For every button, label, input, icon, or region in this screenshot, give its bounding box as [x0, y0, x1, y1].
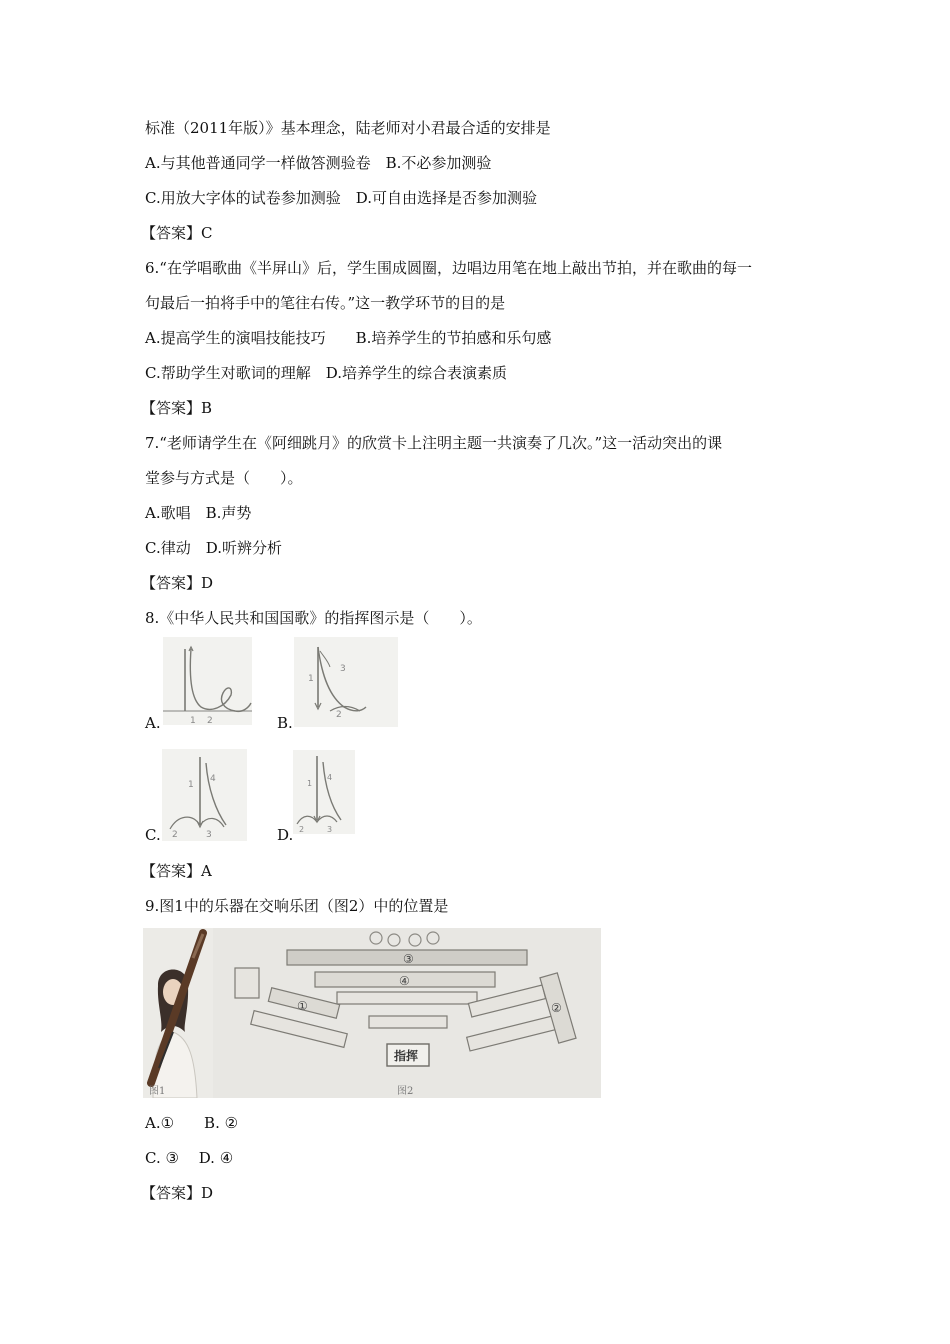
- q8-answer: 【答案】A: [141, 862, 212, 880]
- q9-stem: 9.图1中的乐器在交响乐团（图2）中的位置是: [145, 897, 449, 915]
- q8-d-beat-1: 1: [307, 779, 313, 788]
- q9-options-ab: A.① B. ②: [145, 1114, 239, 1132]
- q8-c-beat-1: 1: [188, 780, 194, 790]
- q9-figure: [143, 928, 601, 1098]
- q7-stem-line1: 7.“老师请学生在《阿细跳月》的欣赏卡上注明主题一共演奏了几次。”这一活动突出的课: [145, 434, 723, 452]
- q8-b-beat-1: 1: [308, 674, 314, 684]
- q9-mark-4: ④: [399, 974, 410, 988]
- q8-d-beat-2: 2: [299, 825, 305, 834]
- q8-option-c-figure: [162, 749, 247, 841]
- q8-option-a-label: A.: [145, 714, 161, 732]
- q6-stem-line2: 句最后一拍将手中的笔往右传。”这一教学环节的目的是: [145, 294, 506, 312]
- q8-b-beat-3: 3: [340, 664, 346, 674]
- q8-c-beat-4: 4: [210, 774, 216, 784]
- q8-d-beat-3: 3: [327, 825, 333, 834]
- q8-option-d-label: D.: [277, 826, 294, 844]
- q9-fig2-caption: 图2: [397, 1086, 414, 1097]
- q6-options-ab: A.提高学生的演唱技能技巧 B.培养学生的节拍感和乐句感: [145, 329, 552, 347]
- q6-stem-line1: 6.“在学唱歌曲《半屏山》后，学生围成圆圈，边唱边用笔在地上敲出节拍，并在歌曲的每一: [145, 259, 752, 277]
- q8-option-b-label: B.: [277, 714, 293, 732]
- q9-answer: 【答案】D: [141, 1184, 214, 1202]
- q5-stem-continued: 标准（2011年版）》基本理念，陆老师对小君最合适的安排是: [145, 119, 551, 137]
- q9-mark-2: ②: [551, 1001, 562, 1015]
- q6-answer: 【答案】B: [141, 399, 213, 417]
- q9-mark-3: ③: [403, 952, 414, 966]
- q9-fig1-caption: 图1: [149, 1086, 166, 1097]
- q8-option-a-figure: [163, 637, 252, 725]
- q7-answer: 【答案】D: [141, 574, 214, 592]
- q7-options-cd: C.律动 D.听辨分析: [145, 539, 282, 557]
- q7-stem-line2: 堂参与方式是（ ）。: [145, 469, 303, 487]
- q5-options-ab: A.与其他普通同学一样做答测验卷 B.不必参加测验: [145, 154, 492, 172]
- q8-c-beat-2: 2: [172, 830, 178, 840]
- q7-options-ab: A.歌唱 B.声势: [145, 504, 252, 522]
- q5-options-cd: C.用放大字体的试卷参加测验 D.可自由选择是否参加测验: [145, 189, 537, 207]
- q8-option-c-label: C.: [145, 826, 161, 844]
- q5-answer: 【答案】C: [141, 224, 213, 242]
- q8-c-beat-3: 3: [206, 830, 212, 840]
- q8-option-d-figure: [293, 750, 355, 834]
- q9-conductor: 指挥: [394, 1049, 419, 1063]
- q8-stem: 8.《中华人民共和国国歌》的指挥图示是（ ）。: [145, 609, 482, 627]
- q9-mark-1: ①: [297, 999, 308, 1013]
- q8-a-beat-2: 2: [207, 716, 213, 725]
- q9-options-cd: C. ③ D. ④: [145, 1149, 234, 1167]
- q8-option-b-figure: [294, 637, 398, 727]
- q6-options-cd: C.帮助学生对歌词的理解 D.培养学生的综合表演素质: [145, 364, 507, 382]
- q8-a-beat-1: 1: [190, 716, 196, 725]
- q8-d-beat-4: 4: [327, 773, 333, 782]
- q8-b-beat-2: 2: [336, 710, 342, 720]
